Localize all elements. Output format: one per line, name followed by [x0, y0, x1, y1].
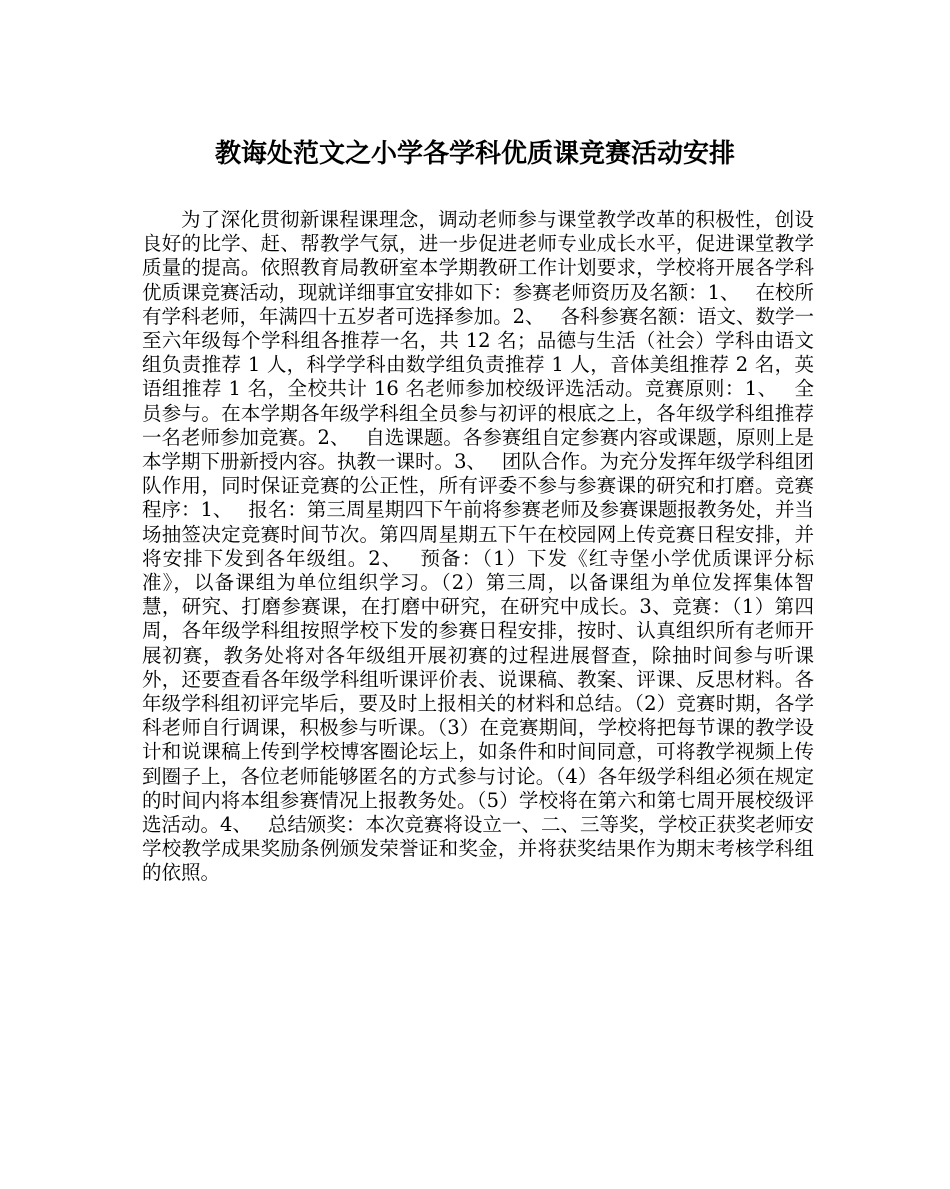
document-body-paragraph: 为了深化贯彻新课程课理念，调动老师参与课堂教学改革的积极性，创设良好的比学、赶、帮教学气氛，进一步促进老师专业成长水平，促进课堂教学质量的提高。依照教育局教研室本学期教研工作计划要求，学校将开展各学科优质课竞赛活动，现就详细事宜安排如下：参赛老师资历及名额：1、 在校所有学科老师，年满四十五岁者可选择参加。2、 各科参赛名额：语文、数学一至六年级每个学科组各推荐一名，共 12 名；品德与生活（社会）学科由语文组负责推荐 1 人，科学学科由数学组负责推荐 1 人，音体美组推荐 2 名，英语组推荐 1 名，全校共计 16 名老师参加校级评选活动。竞赛原则：1、 全员参与。在本学期各年级学科组全员参与初评的根底之上，各年级学科组推荐一名老师参加竞赛。2、 自选课题。各参赛组自定参赛内容或课题，原则上是本学期下册新授内容。执教一课时。3、 团队合作。为充分发挥年级学科组团队作用，同时保证竞赛的公正性，所有评委不参与参赛课的研究和打磨。竞赛程序：1、 报名：第三周星期四下午前将参赛老师及参赛课题报教务处，并当场抽签决定竞赛时间节次。第四周星期五下午在校园网上传竞赛日程安排，并将安排下发到各年级组。2、 预备：（1）下发《红寺堡小学优质课评分标准》，以备课组为单位组织学习。（2）第三周，以备课组为单位发挥集体智慧，研究、打磨参赛课，在打磨中研究，在研究中成长。3、竞赛：（1）第四周，各年级学科组按照学校下发的参赛日程安排，按时、认真组织所有老师开展初赛，教务处将对各年级组开展初赛的过程进展督查，除抽时间参与听课外，还要查看各年级学科组听课评价表、说课稿、教案、评课、反思材料。各年级学科组初评完毕后，要及时上报相关的材料和总结。（2）竞赛时期，各学科老师自行调课，积极参与听课。（3）在竞赛期间，学校将把每节课的教学设计和说课稿上传到学校博客圈论坛上，如条件和时间同意，可将教学视频上传到圈子上，各位老师能够匿名的方式参与讨论。（4）各年级学科组必须在规定的时间内将本组参赛情况上报教务处。（5）学校将在第六和第七周开展校级评选活动。4、 总结颁奖：本次竞赛将设立一、二、三等奖，学校正获奖老师安学校教学成果奖励条例颁发荣誉证和奖金，并将获奖结果作为期末考核学科组的依照。 [142, 208, 814, 885]
document-title: 教诲处范文之小学各学科优质课竞赛活动安排 [214, 139, 735, 169]
